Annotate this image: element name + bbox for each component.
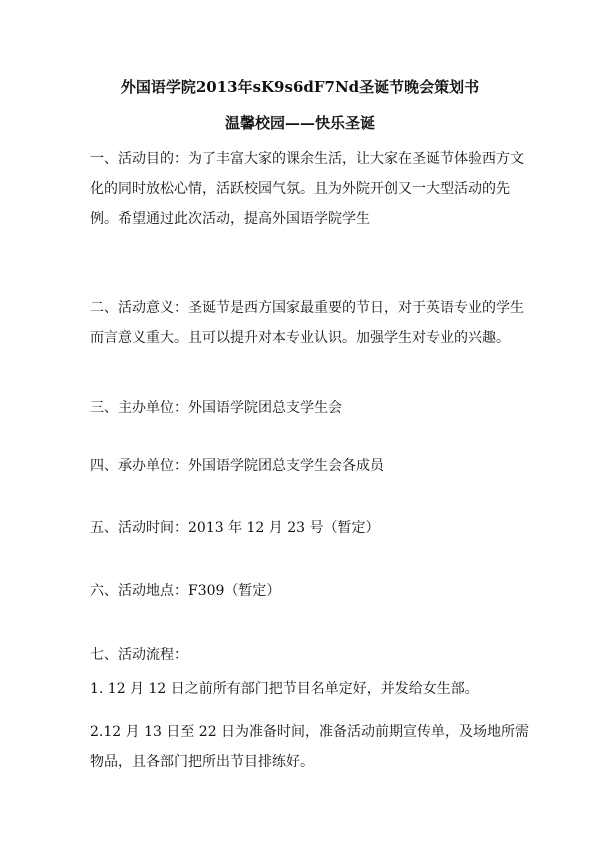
section-time: 五、活动时间：2013 年 12 月 23 号（暂定） [90, 520, 380, 536]
document-subtitle: 温馨校园——快乐圣诞 [224, 114, 375, 132]
section-location: 六、活动地点：F309（暂定） [90, 583, 281, 599]
section-organizer: 三、主办单位：外国语学院团总支学生会 [90, 400, 342, 416]
section-co-organizer: 四、承办单位：外国语学院团总支学生会各成员 [90, 458, 384, 474]
document-title: 外国语学院2013年sK9s6dF7Nd圣诞节晚会策划书 [120, 78, 480, 96]
process-step-1: 1. 12 月 12 日之前所有部门把节目名单定好，并发给女生部。 [90, 681, 479, 697]
section-process-heading: 七、活动流程： [90, 647, 188, 663]
section-purpose: 一、活动目的：为了丰富大家的课余生活，让大家在圣诞节体验西方文化的同时放松心情，活跃校园气氛。且为外院开创又一大型活动的先例。希望通过此次活动，提高外国语学院学生 [90, 151, 524, 227]
section-significance: 二、活动意义：圣诞节是西方国家最重要的节日，对于英语专业的学生而言意义重大。且可以提升对本专业认识。加强学生对专业的兴趣。 [90, 300, 524, 346]
process-step-2: 2.12 月 13 日至 22 日为准备时间，准备活动前期宣传单，及场地所需物品，且各部门把所出节目排练好。 [90, 724, 530, 770]
